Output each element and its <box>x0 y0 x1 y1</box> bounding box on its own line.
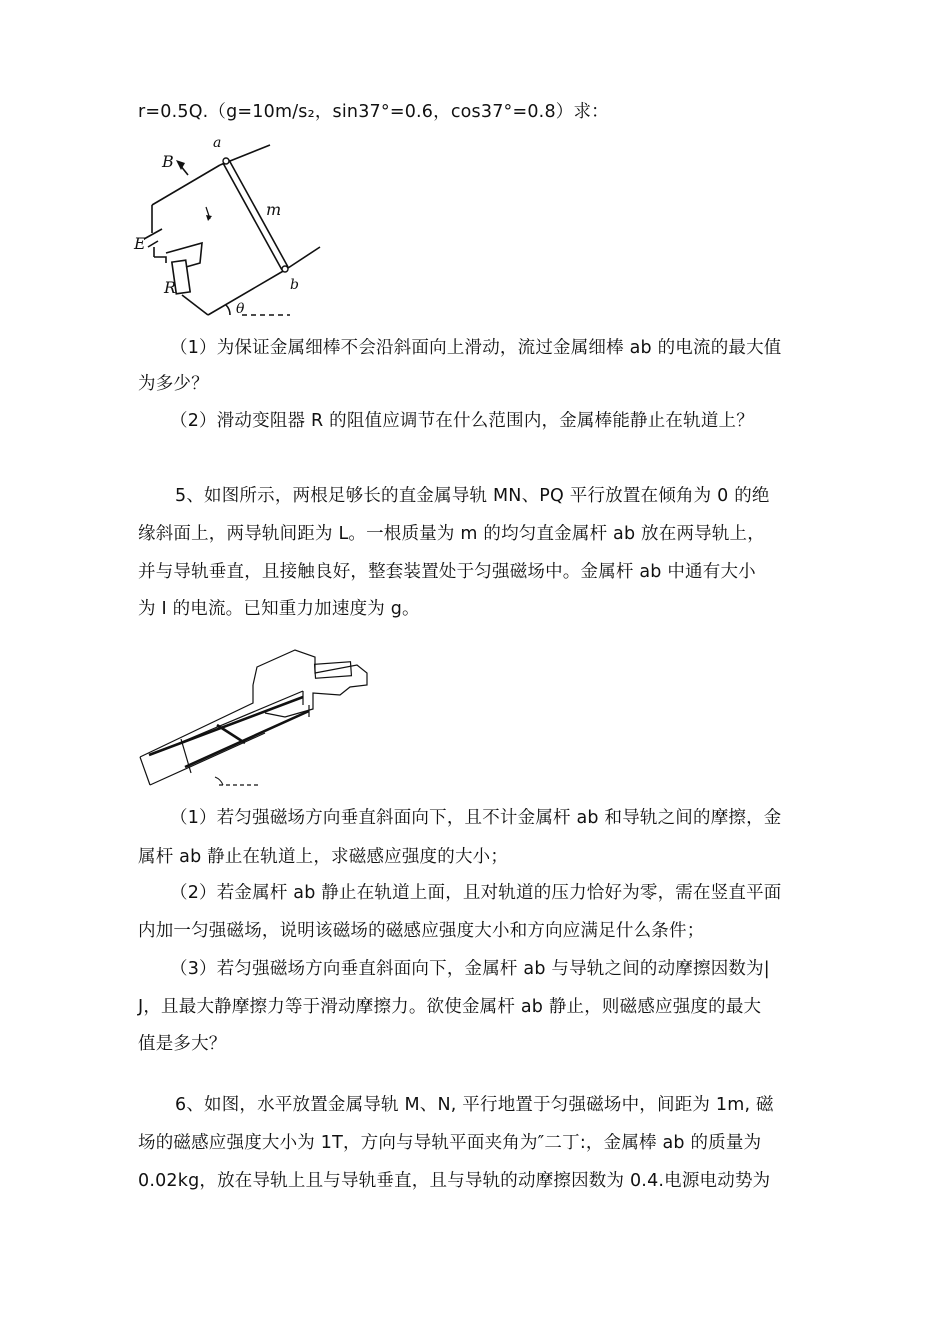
text-line-2: （1）为保证金属细棒不会沿斜面向上滑动，流过金属细棒 ab 的电流的最大值 <box>170 338 782 358</box>
text-line-18: 0.02kg，放在导轨上且与导轨垂直，且与导轨的动摩擦因数为 0.4.电源电动势为 <box>138 1171 771 1191</box>
text-line-10: 属杆 ab 静止在轨道上，求磁感应强度的大小； <box>138 847 509 867</box>
label-B: B <box>162 152 174 171</box>
text-line-17: 场的磁感应强度大小为 1T，方向与导轨平面夹角为″二丁:，金属棒 ab 的质量为 <box>138 1133 762 1153</box>
label-R: R <box>164 278 177 297</box>
label-m: m <box>266 200 282 219</box>
text-line-5: 5、如图所示，两根足够长的直金属导轨 MN、PQ 平行放置在倾角为 0 的绝 <box>175 486 770 506</box>
text-line-16: 6、如图，水平放置金属导轨 M、N, 平行地置于匀强磁场中，间距为 1m, 磁 <box>175 1095 774 1115</box>
label-a: a <box>213 135 222 151</box>
label-b: b <box>290 277 299 293</box>
text-line-3: 为多少？ <box>138 374 209 394</box>
text-line-8: 为 I 的电流。已知重力加速度为 g。 <box>138 599 420 619</box>
text-line-9: （1）若匀强磁场方向垂直斜面向下，且不计金属杆 ab 和导轨之间的摩擦，金 <box>170 808 782 828</box>
text-line-7: 并与导轨垂直，且接触良好，整套装置处于匀强磁场中。金属杆 ab 中通有大小 <box>138 562 756 582</box>
text-line-15: 值是多大？ <box>138 1034 227 1054</box>
figure-inclined-rail-circuit <box>130 135 330 325</box>
text-line-4: （2）滑动变阻器 R 的阻值应调节在什么范围内，金属棒能静止在轨道上？ <box>170 411 754 431</box>
text-line-6: 缘斜面上，两导轨间距为 L。一根质量为 m 的均匀直金属杆 ab 放在两导轨上， <box>138 524 765 544</box>
text-line-14: J，且最大静摩擦力等于滑动摩擦力。欲使金属杆 ab 静止，则磁感应强度的最大 <box>138 997 762 1017</box>
text-line-1: r=0.5Q.（g=10m/s₂，sin37°=0.6，cos37°=0.8）求： <box>138 102 609 122</box>
text-line-12: 内加一匀强磁场，说明该磁场的磁感应强度大小和方向应满足什么条件； <box>138 921 705 941</box>
text-line-11: （2）若金属杆 ab 静止在轨道上面，且对轨道的压力恰好为零，需在竖直平面 <box>170 883 782 903</box>
label-theta: θ <box>236 301 245 317</box>
label-E: E <box>134 234 146 253</box>
figure-inclined-parallel-rails <box>135 645 375 790</box>
text-line-13: （3）若匀强磁场方向垂直斜面向下，金属杆 ab 与导轨之间的动摩擦因数为| <box>170 959 770 979</box>
